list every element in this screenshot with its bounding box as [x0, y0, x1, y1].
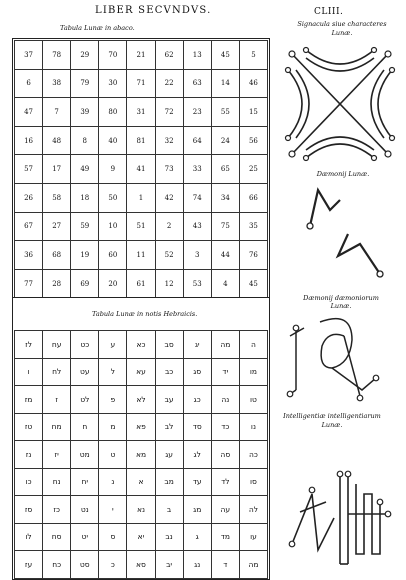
hebrew-cell: לז: [15, 331, 43, 359]
number-cell: 18: [71, 183, 99, 212]
hebrew-cell: יז: [43, 441, 71, 469]
number-table-row: [15, 241, 268, 270]
hebrew-cell: נב: [155, 523, 183, 551]
hebrew-cell: כ: [99, 551, 127, 579]
number-cell: 27: [43, 212, 71, 241]
hebrew-cell: ל: [99, 358, 127, 386]
hebrew-cell: עט: [71, 358, 99, 386]
hebrew-table-row: [15, 496, 268, 524]
hebrew-cell: מא: [127, 441, 155, 469]
hebrew-cell: מה: [239, 551, 267, 579]
hebrew-cell: מח: [43, 413, 71, 441]
number-cell: 52: [155, 241, 183, 270]
hebrew-table-row: [15, 468, 268, 496]
number-cell: 8: [71, 126, 99, 155]
number-cell: 70: [99, 41, 127, 70]
page-header-title: LIBER SECVNDVS.: [95, 5, 212, 16]
hebrew-cell: טו: [239, 386, 267, 414]
number-cell: 6: [15, 69, 43, 98]
number-table-row: [15, 69, 268, 98]
number-cell: 1: [127, 183, 155, 212]
hebrew-table-row: [15, 358, 268, 386]
hebrew-cell: עג: [155, 441, 183, 469]
number-cell: 71: [127, 69, 155, 98]
hebrew-table-row: [15, 386, 268, 414]
moon-seal-sigil: [284, 44, 396, 164]
hebrew-cell: לא: [127, 386, 155, 414]
hebrew-cell: לט: [71, 386, 99, 414]
number-cell: 10: [99, 212, 127, 241]
hebrew-cell: עו: [239, 523, 267, 551]
number-cell: 72: [155, 98, 183, 127]
tables-divider: [12, 297, 270, 298]
hebrew-cell: לב: [155, 413, 183, 441]
number-table-row: [15, 212, 268, 241]
hebrew-cell: מה: [211, 331, 239, 359]
number-cell: 74: [183, 183, 211, 212]
moon-hebrew-square: [14, 330, 268, 579]
hebrew-cell: נח: [43, 468, 71, 496]
number-table-row: [15, 41, 268, 70]
hebrew-table-row: [15, 523, 268, 551]
moon-demon-of-demons-sigil: [282, 306, 386, 406]
hebrew-cell: נא: [127, 496, 155, 524]
number-cell: 67: [15, 212, 43, 241]
hebrew-cell: ט: [99, 441, 127, 469]
hebrew-cell: מד: [211, 523, 239, 551]
hebrew-cell: פא: [127, 413, 155, 441]
hebrew-cell: נט: [71, 496, 99, 524]
hebrew-cell: עה: [211, 496, 239, 524]
hebrew-cell: כח: [43, 551, 71, 579]
number-cell: 62: [155, 41, 183, 70]
hebrew-cell: כד: [211, 413, 239, 441]
number-table-row: [15, 98, 268, 127]
hebrew-cell: יח: [71, 468, 99, 496]
hebrew-cell: סג: [183, 358, 211, 386]
number-cell: 81: [127, 126, 155, 155]
number-cell: 21: [127, 41, 155, 70]
hebrew-cell: נז: [15, 441, 43, 469]
number-cell: 5: [239, 41, 267, 70]
number-cell: 32: [155, 126, 183, 155]
hebrew-cell: מט: [71, 441, 99, 469]
number-cell: 36: [15, 241, 43, 270]
hebrew-cell: סה: [211, 441, 239, 469]
number-cell: 56: [239, 126, 267, 155]
number-cell: 75: [211, 212, 239, 241]
hebrew-cell: ב: [155, 496, 183, 524]
hebrew-cell: מ: [99, 413, 127, 441]
hebrew-cell: ה: [239, 331, 267, 359]
number-cell: 43: [183, 212, 211, 241]
number-cell: 46: [239, 69, 267, 98]
hebrew-cell: עז: [15, 551, 43, 579]
hebrew-cell: עא: [127, 358, 155, 386]
number-cell: 47: [15, 98, 43, 127]
hebrew-cell: סט: [71, 551, 99, 579]
number-cell: 80: [99, 98, 127, 127]
number-cell: 23: [183, 98, 211, 127]
hebrew-cell: עד: [183, 468, 211, 496]
hebrew-cell: כא: [127, 331, 155, 359]
hebrew-cell: ג: [183, 523, 211, 551]
intelligence-caption: Intelligentiæ intelligentiarum Lunæ.: [283, 412, 381, 429]
number-cell: 22: [155, 69, 183, 98]
number-table-row: [15, 183, 268, 212]
number-cell: 78: [43, 41, 71, 70]
number-cell: 48: [43, 126, 71, 155]
number-cell: 79: [71, 69, 99, 98]
number-cell: 31: [127, 98, 155, 127]
hebrew-cell: לד: [211, 468, 239, 496]
number-cell: 44: [211, 241, 239, 270]
hebrew-cell: כג: [183, 386, 211, 414]
number-cell: 37: [15, 41, 43, 70]
number-cell: 59: [71, 212, 99, 241]
hebrew-cell: ע: [99, 331, 127, 359]
hebrew-cell: ס: [99, 523, 127, 551]
number-cell: 45: [239, 269, 267, 298]
number-cell: 24: [211, 126, 239, 155]
number-table-row: [15, 126, 268, 155]
hebrew-cell: סב: [155, 331, 183, 359]
number-cell: 63: [183, 69, 211, 98]
number-cell: 61: [127, 269, 155, 298]
hebrew-cell: נג: [183, 551, 211, 579]
number-cell: 76: [239, 241, 267, 270]
hebrew-cell: מב: [155, 468, 183, 496]
hebrew-table-row: [15, 551, 268, 579]
moon-number-square: [14, 40, 268, 298]
number-cell: 41: [127, 155, 155, 184]
number-cell: 49: [71, 155, 99, 184]
moon-intelligence-sigil: [282, 454, 392, 574]
hebrew-cell: יד: [211, 358, 239, 386]
hebrew-cell: עח: [43, 331, 71, 359]
number-cell: 17: [43, 155, 71, 184]
number-cell: 39: [71, 98, 99, 127]
demon-of-demons-caption: Dæmonij dæmoniorum Lunæ.: [303, 294, 379, 310]
number-cell: 65: [211, 155, 239, 184]
hebrew-cell: לג: [183, 441, 211, 469]
number-cell: 29: [71, 41, 99, 70]
number-cell: 38: [43, 69, 71, 98]
number-cell: 4: [211, 269, 239, 298]
hebrew-cell: טז: [15, 413, 43, 441]
hebrew-cell: נ: [99, 468, 127, 496]
hebrew-cell: יג: [183, 331, 211, 359]
seal-caption: Signacula siue characteres Lunæ.: [297, 20, 387, 37]
hebrew-cell: מו: [239, 358, 267, 386]
hebrew-cell: ד: [211, 551, 239, 579]
number-cell: 73: [155, 155, 183, 184]
hebrew-cell: כב: [155, 358, 183, 386]
number-table-row: [15, 155, 268, 184]
number-cell: 51: [127, 212, 155, 241]
number-cell: 19: [71, 241, 99, 270]
hebrew-cell: כו: [15, 468, 43, 496]
number-cell: 60: [99, 241, 127, 270]
number-cell: 14: [211, 69, 239, 98]
hebrew-cell: סא: [127, 551, 155, 579]
number-cell: 77: [15, 269, 43, 298]
number-cell: 57: [15, 155, 43, 184]
number-cell: 2: [155, 212, 183, 241]
hebrew-cell: כז: [43, 496, 71, 524]
hebrew-cell: עב: [155, 386, 183, 414]
number-cell: 58: [43, 183, 71, 212]
hebrew-cell: יב: [155, 551, 183, 579]
hebrew-cell: י: [99, 496, 127, 524]
number-cell: 11: [127, 241, 155, 270]
hebrew-cell: נו: [239, 413, 267, 441]
number-cell: 13: [183, 41, 211, 70]
number-cell: 25: [239, 155, 267, 184]
hebrew-table-row: [15, 441, 268, 469]
number-cell: 53: [183, 269, 211, 298]
hebrew-cell: מז: [15, 386, 43, 414]
number-cell: 9: [99, 155, 127, 184]
hebrew-cell: יא: [127, 523, 155, 551]
number-cell: 20: [99, 269, 127, 298]
number-cell: 64: [183, 126, 211, 155]
hebrew-cell: ח: [71, 413, 99, 441]
moon-demon-sigil: [300, 186, 392, 278]
hebrew-cell: לו: [15, 523, 43, 551]
number-table-row: [15, 269, 268, 298]
hebrew-cell: כה: [239, 441, 267, 469]
hebrew-cell: סו: [239, 468, 267, 496]
hebrew-cell: סח: [43, 523, 71, 551]
number-cell: 33: [183, 155, 211, 184]
number-cell: 3: [183, 241, 211, 270]
hebrew-table-caption: Tabula Lunæ in notis Hebraicis.: [92, 310, 198, 318]
hebrew-cell: סד: [183, 413, 211, 441]
hebrew-cell: פ: [99, 386, 127, 414]
plate-number: CLIII.: [314, 7, 344, 17]
number-cell: 7: [43, 98, 71, 127]
hebrew-cell: כט: [71, 331, 99, 359]
hebrew-cell: ז: [43, 386, 71, 414]
hebrew-cell: א: [127, 468, 155, 496]
demon-caption: Dæmonij Lunæ.: [316, 170, 370, 178]
number-cell: 26: [15, 183, 43, 212]
number-cell: 55: [211, 98, 239, 127]
hebrew-cell: יט: [71, 523, 99, 551]
number-cell: 28: [43, 269, 71, 298]
hebrew-cell: נה: [211, 386, 239, 414]
number-table-caption: Tabula Lunæ in abaco.: [60, 24, 135, 32]
number-cell: 35: [239, 212, 267, 241]
hebrew-table-row: [15, 413, 268, 441]
hebrew-cell: לח: [43, 358, 71, 386]
number-cell: 66: [239, 183, 267, 212]
hebrew-cell: לה: [239, 496, 267, 524]
number-cell: 34: [211, 183, 239, 212]
hebrew-table-row: [15, 331, 268, 359]
number-cell: 12: [155, 269, 183, 298]
number-cell: 42: [155, 183, 183, 212]
hebrew-cell: מג: [183, 496, 211, 524]
number-cell: 68: [43, 241, 71, 270]
number-cell: 50: [99, 183, 127, 212]
hebrew-cell: ו: [15, 358, 43, 386]
number-cell: 45: [211, 41, 239, 70]
number-cell: 40: [99, 126, 127, 155]
hebrew-cell: סז: [15, 496, 43, 524]
number-cell: 16: [15, 126, 43, 155]
number-cell: 69: [71, 269, 99, 298]
number-cell: 30: [99, 69, 127, 98]
number-cell: 15: [239, 98, 267, 127]
